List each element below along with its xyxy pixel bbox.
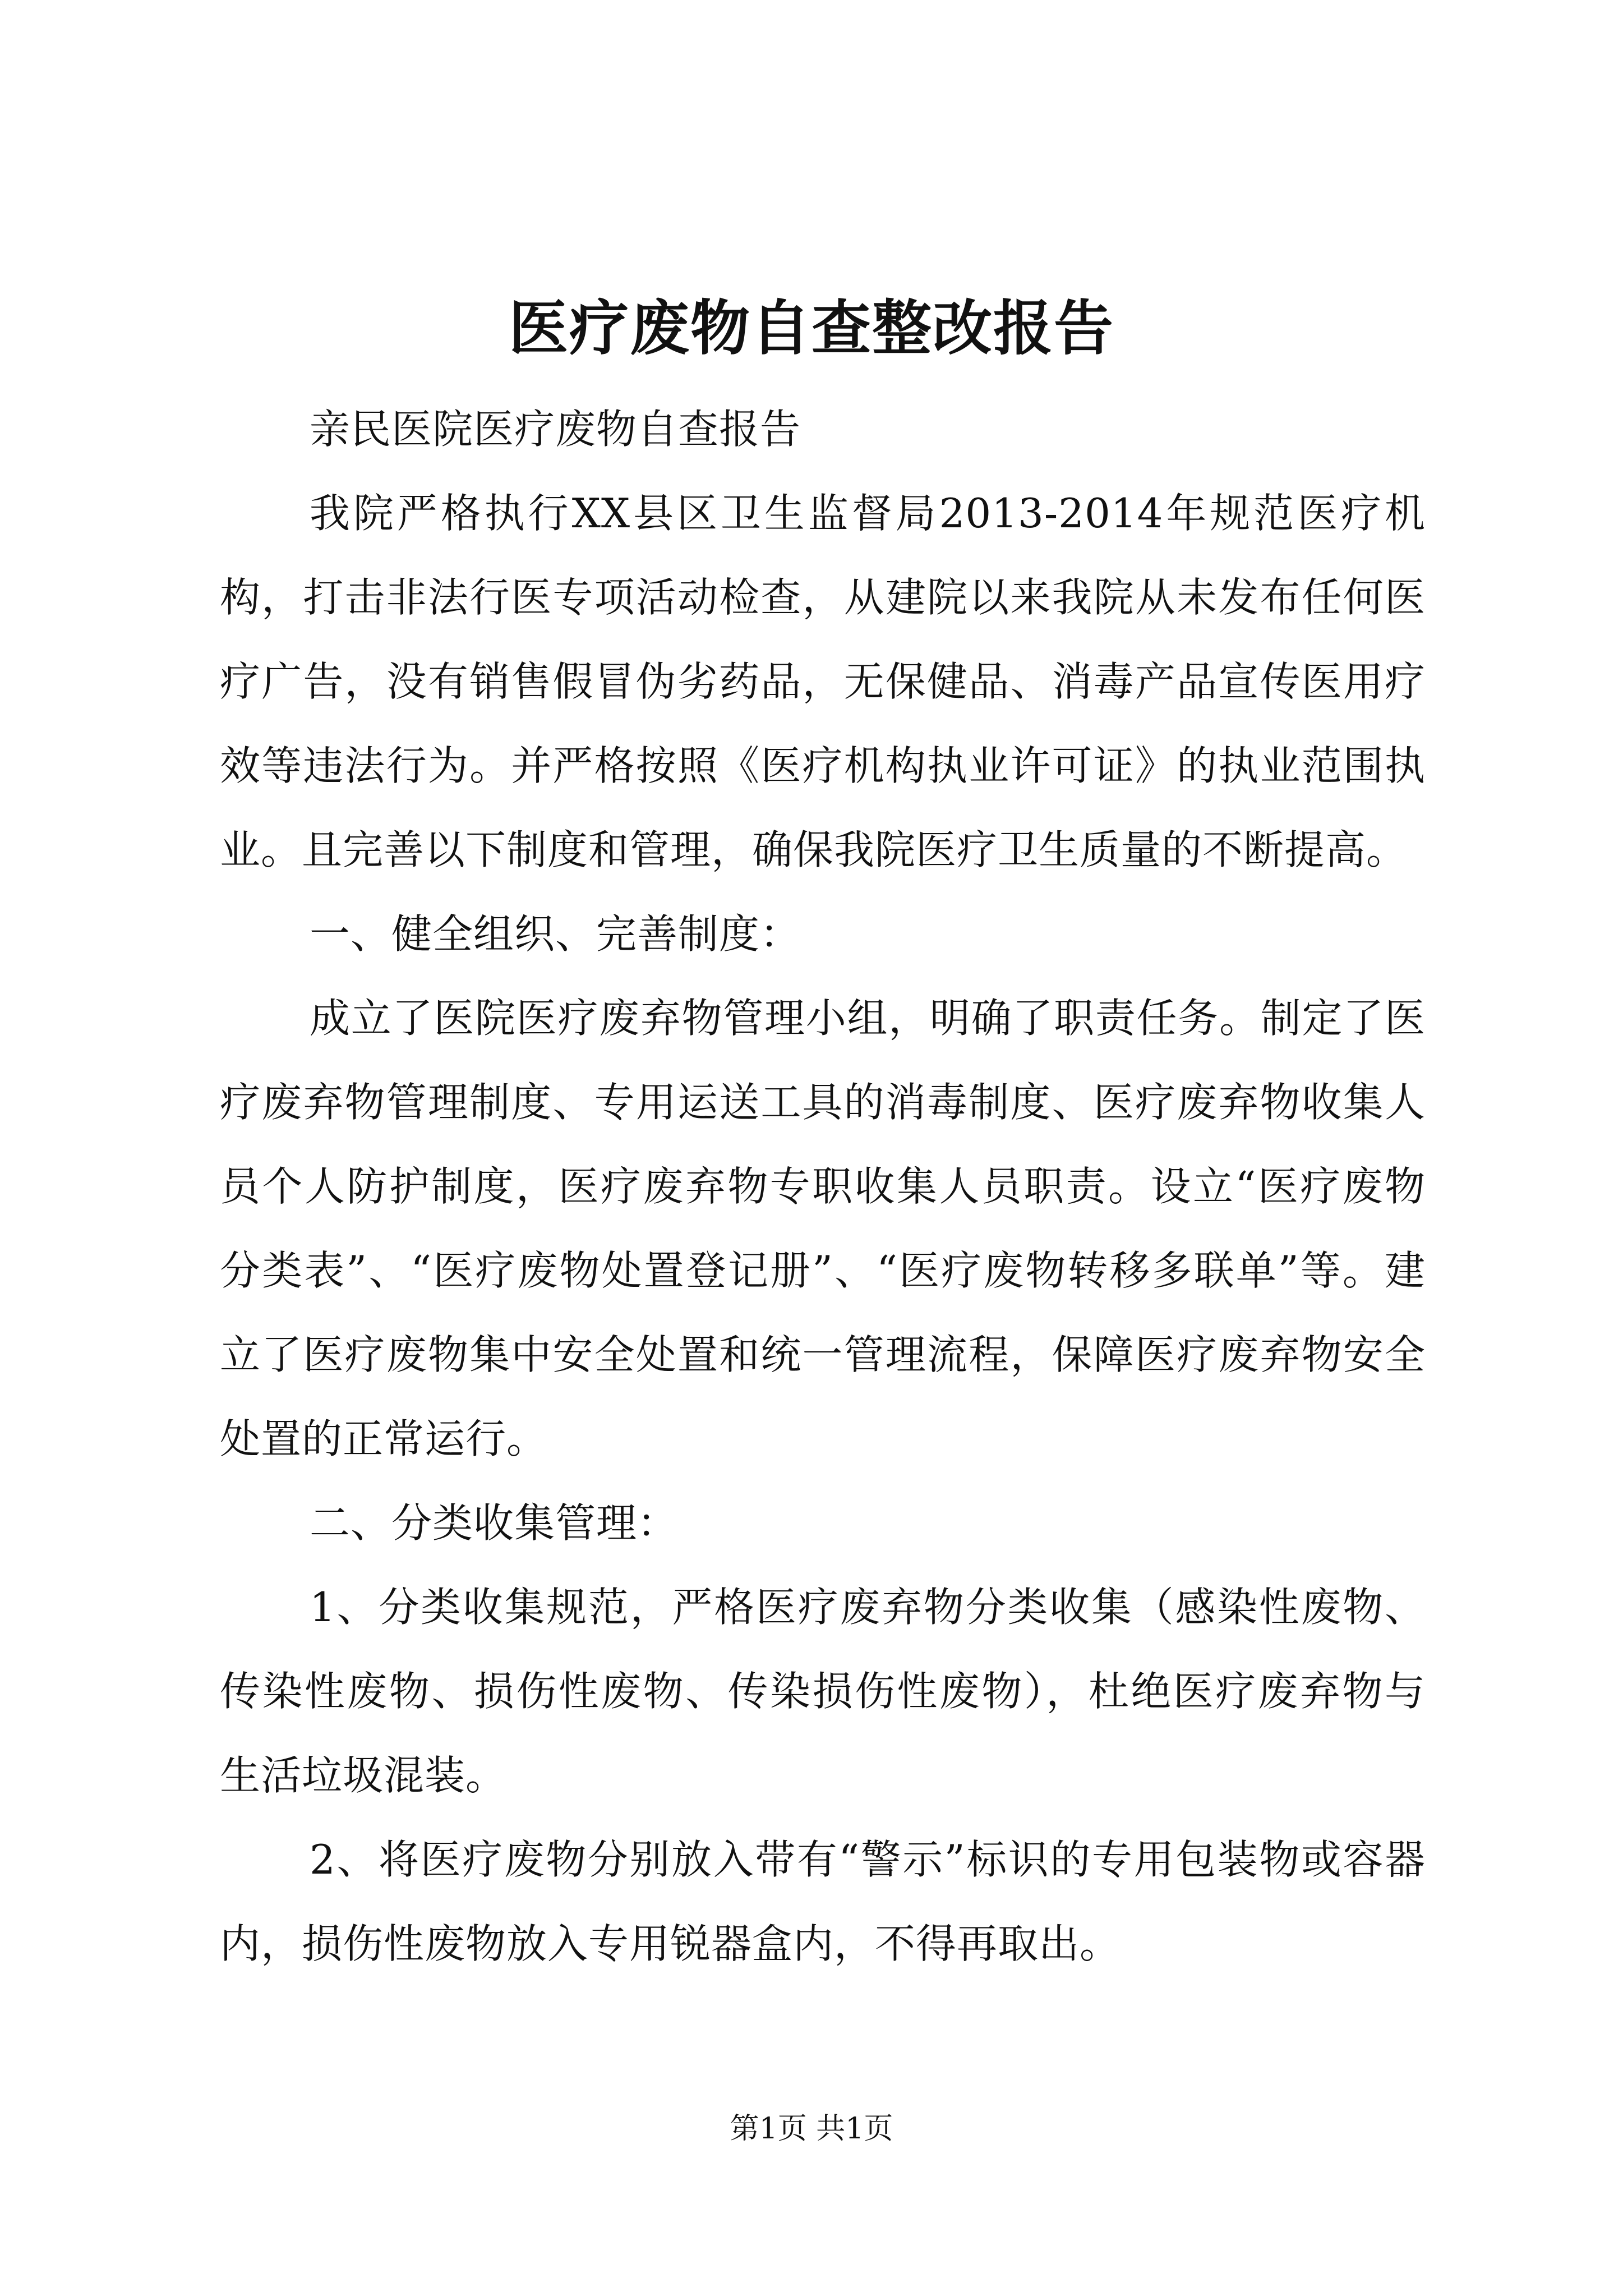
section-heading-1: 一、健全组织、完善制度： (310, 910, 801, 958)
document-title: 医疗废物自查整改报告 (509, 293, 1114, 363)
section-heading-2: 二、分类收集管理： (310, 1499, 679, 1547)
paragraph-item-2: 2、将医疗废物分别放入带有“警示”标识的专用包装物或容器内，损伤性废物放入专用锐器盒内，不得再取出。 (220, 1836, 1426, 1967)
document-body (220, 387, 1426, 1986)
page-footer: 第1页 共1页 (730, 2112, 893, 2146)
paragraph-item-1: 1、分类收集规范，严格医疗废弃物分类收集（感染性废物、传染性废物、损伤性废物、传染损伤性废物），杜绝医疗废弃物与生活垃圾混装。 (220, 1584, 1426, 1799)
paragraph-intro: 我院严格执行XX县区卫生监督局2013-2014年规范医疗机构，打击非法行医专项活动检查，从建院以来我院从未发布任何医疗广告，没有销售假冒伪劣药品，无保健品、消毒产品宣传医用疗效等违法行为。并严格按照《医疗机构执业许可证》的执业范围执业。且完善以下制度和管理，确保我院医疗卫生质量的不断提高。 (220, 490, 1426, 873)
paragraph-subtitle: 亲民医院医疗废物自查报告 (310, 406, 801, 453)
paragraph-section-1: 成立了医院医疗废弃物管理小组，明确了职责任务。制定了医疗废弃物管理制度、专用运送工具的消毒制度、医疗废弃物收集人员个人防护制度，医疗废弃物专职收集人员职责。设立“医疗废物分类表”、“医疗废物处置登记册”、“医疗废物转移多联单”等。建立了医疗废物集中安全处置和统一管理流程，保障医疗废弃物安全处置的正常运行。 (220, 995, 1426, 1462)
